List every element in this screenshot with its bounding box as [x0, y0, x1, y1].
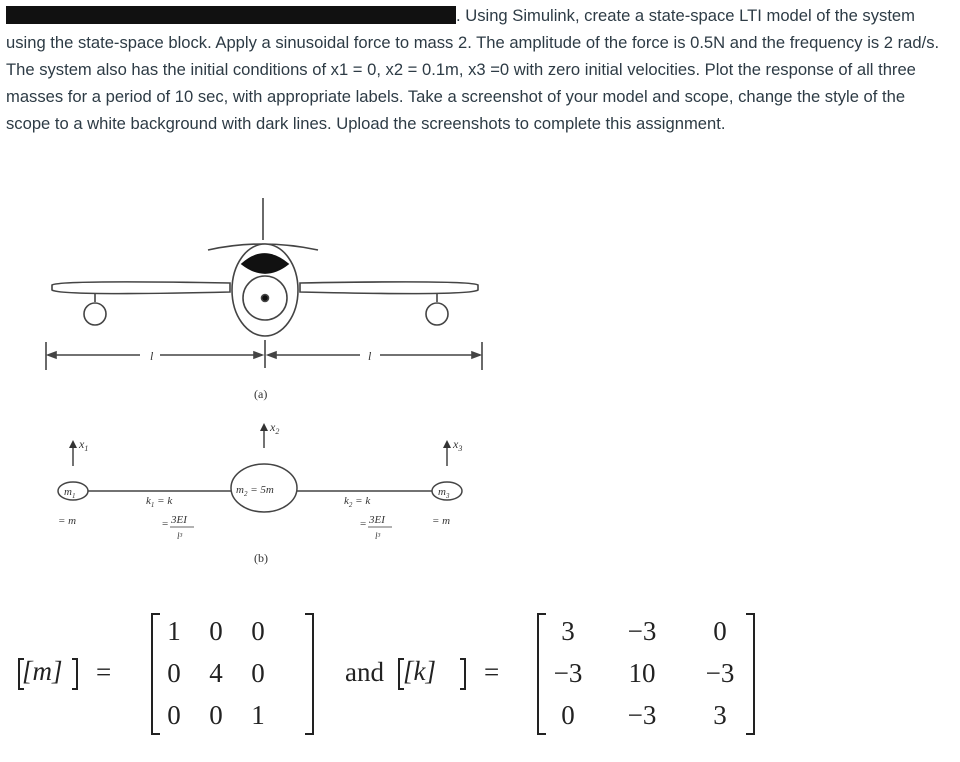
svg-text:x1 [78, 437, 88, 453]
m-cell: 0 [167, 658, 181, 688]
m3-equals: = m [432, 515, 451, 527]
k-cell: −3 [627, 700, 657, 730]
m1-label: m [64, 486, 72, 498]
k1-equals: = k [154, 495, 173, 507]
k2-numerator: 3EI [369, 514, 385, 526]
svg-text:x2 [269, 420, 279, 436]
span-right-label: l [368, 349, 372, 363]
question-body: . Using Simulink, create a state-space LTI model of the system using the state-space block. Apply a sinusoidal force to mass 2. The amplitude of the force is 0.5N and the frequency is 2 rad/s. The system also has the initial conditions of x1 = 0, x2 = 0.1m, x3 =0 with zero initial velocities. Plot the response of all three masses for a period of 10 sec, with appropriate labels. Take a screenshot of your model and scope, change the style of the scope to a white background with dark lines. Upload the screenshots to complete this assignment. [6, 6, 940, 133]
caption-b: (b) [254, 551, 268, 565]
displacement-arrowheads [69, 423, 451, 448]
airplane-drawing [46, 198, 482, 370]
m3-subscript: 3 [445, 492, 450, 500]
k1-subscript: 1 [150, 501, 155, 509]
svg-text:m2 = 5m [236, 484, 274, 498]
x1-label: x [79, 437, 85, 451]
m-cell: 4 [209, 658, 223, 688]
m-cell: 0 [251, 658, 265, 688]
svg-text:k2 = k [344, 495, 371, 509]
mass-matrix [150, 616, 310, 736]
caption-a: (a) [254, 387, 268, 401]
m-cell: 0 [251, 616, 265, 646]
span-left-label: l [150, 349, 154, 363]
k2-subscript: 2 [348, 501, 353, 509]
k-cell: 0 [713, 616, 727, 646]
stiffness-matrix [536, 616, 756, 736]
k-cell: 10 [628, 658, 656, 688]
k-cell: 3 [713, 700, 727, 730]
k-equals: = [484, 657, 500, 687]
k-cell: 0 [561, 700, 575, 730]
x2-label: x [270, 420, 276, 434]
k2-label: k [344, 495, 349, 507]
mass-matrix-label [22, 656, 63, 687]
x3-label: x [453, 437, 459, 451]
k2-denominator: l³ [375, 531, 381, 541]
m3-label: m [438, 486, 446, 498]
m1-subscript: 1 [71, 492, 76, 500]
x3-subscript: 3 [458, 444, 463, 453]
m2-equals: = 5m [247, 484, 274, 496]
x2-subscript: 2 [275, 427, 280, 436]
k1-label: k [146, 495, 151, 507]
m-cell: 1 [167, 616, 181, 646]
beam-model [58, 428, 462, 512]
k-cell: −3 [705, 658, 735, 688]
k-cell: −3 [553, 658, 583, 688]
svg-text:x3 [452, 437, 462, 453]
k-label-text: [k] [403, 656, 436, 686]
stiffness-matrix-label [403, 656, 436, 687]
k-cell: −3 [627, 616, 657, 646]
m2-label: m [236, 484, 244, 496]
k2-eq-sign: = [360, 518, 367, 530]
m-cell: 0 [209, 616, 223, 646]
m-cell: 0 [167, 700, 181, 730]
k2-equals: = k [352, 495, 371, 507]
k1-eq-sign: = [162, 518, 169, 530]
m-label-text: [m] [22, 656, 63, 686]
k1-numerator: 3EI [171, 514, 187, 526]
m2-subscript: 2 [243, 490, 248, 498]
m1-equals: = m [58, 515, 77, 527]
k-cell: 3 [561, 616, 575, 646]
x1-subscript: 1 [84, 444, 89, 453]
and-text: and [345, 657, 384, 687]
k1-denominator: l³ [177, 531, 183, 541]
m-cell: 1 [251, 700, 265, 730]
svg-text:k1 = k [146, 495, 173, 509]
m-cell: 0 [209, 700, 223, 730]
m-equals: = [96, 657, 112, 687]
